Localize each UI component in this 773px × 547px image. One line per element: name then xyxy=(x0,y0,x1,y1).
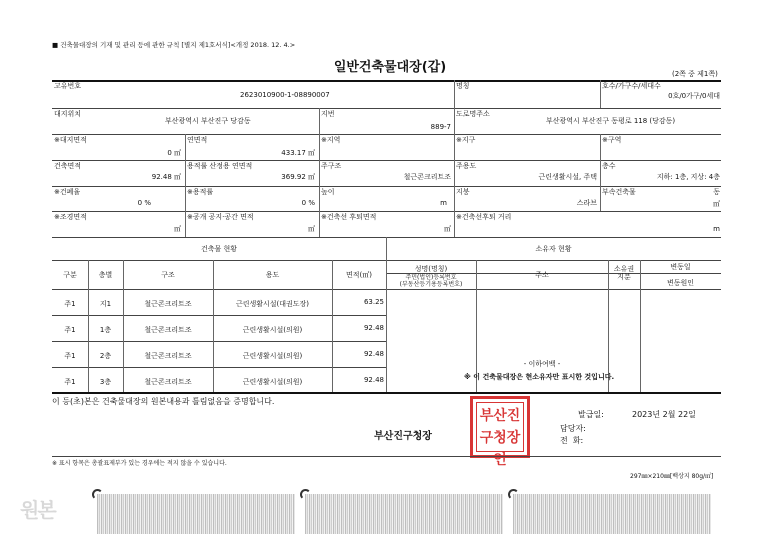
certify-text: 이 등(초)본은 건축물대장의 원본내용과 틀림없음을 증명합니다. xyxy=(52,397,275,406)
row-type: 주1 xyxy=(64,378,76,386)
height: m xyxy=(440,199,447,207)
site-location: 부산광역시 부산진구 당감동 xyxy=(165,117,251,125)
footnote: ※ 표시 항목은 총괄표제부가 있는 경우에는 적지 않을 수 있습니다. xyxy=(52,460,227,467)
lot-no: 889-7 xyxy=(430,123,451,131)
building-status-title: 건축물 현황 xyxy=(200,245,238,253)
owner-address-header: 주소 xyxy=(535,271,549,279)
row-type: 주1 xyxy=(64,300,76,308)
roof: 스라브 xyxy=(576,199,597,207)
main-use: 근린생활시설, 주택 xyxy=(538,173,597,181)
roof-label: 지붕 xyxy=(456,188,470,196)
units-label: 호수/가구수/세대수 xyxy=(602,82,661,90)
unique-no: 2623010900-1-08890007 xyxy=(240,91,330,99)
lot-no-label: 지번 xyxy=(321,110,335,118)
landscape-label: ※조경면적 xyxy=(54,213,87,221)
row-floor: 1층 xyxy=(99,326,112,334)
col-header-structure: 구조 xyxy=(161,271,175,279)
barcode-marker-icon xyxy=(300,489,311,500)
landscape: ㎡ xyxy=(174,225,181,233)
row-structure: 철근콘크리트조 xyxy=(144,378,192,386)
row-use: 근린생활시설(의원) xyxy=(242,326,303,334)
row-use: 근린생활시설(대권도장) xyxy=(235,300,310,308)
public-space: ㎡ xyxy=(308,225,315,233)
row-area: 92.48 xyxy=(363,376,384,384)
seal-text: 부산진구청장인 xyxy=(479,408,521,468)
height-label: 높이 xyxy=(321,188,335,196)
far: 0 % xyxy=(301,199,315,207)
officer-label: 담당자: xyxy=(560,424,586,433)
document-title: 일반건축물대장(갑) xyxy=(333,60,447,75)
paper-size: 297㎜×210㎜[백상지 80g/㎡] xyxy=(630,473,714,480)
main-structure-label: 주구조 xyxy=(321,162,342,170)
page-info: (2쪽 중 제1쪽) xyxy=(672,70,718,78)
site-area-label: ※대지면적 xyxy=(54,136,87,144)
owner-notice: ※ 이 건축물대장은 현소유자만 표시한 것입니다. xyxy=(464,373,615,381)
road-address-label: 도로명주소 xyxy=(456,110,490,118)
row-type: 주1 xyxy=(64,352,76,360)
main-use-label: 주용도 xyxy=(456,162,477,170)
main-structure: 철근콘크리트조 xyxy=(403,173,451,181)
issue-date: 2023년 2월 22일 xyxy=(632,410,696,419)
row-area: 92.48 xyxy=(363,324,384,332)
security-barcode xyxy=(305,494,503,534)
official-seal xyxy=(470,396,530,468)
col-header-use: 용도 xyxy=(265,271,280,279)
annex-label: 부속건축물 xyxy=(602,188,636,196)
owner-id-header: 주민(법인)등록번호 (부동산등기용등록번호) xyxy=(399,274,463,288)
far-label: ※용적률 xyxy=(187,188,214,196)
setback-dist-label: ※건축선후퇴 거리 xyxy=(456,213,512,221)
units-value: 0호/0가구/0세대 xyxy=(668,92,720,100)
site-location-label: 대지위치 xyxy=(54,110,82,118)
bcr: 0 % xyxy=(137,199,151,207)
row-area: 92.48 xyxy=(363,350,384,358)
row-use: 근린생활시설(의원) xyxy=(242,378,303,386)
change-date-header: 변동일 xyxy=(670,263,691,271)
col-header-area: 면적(㎡) xyxy=(346,271,372,279)
setback-area-label: ※건축선 후퇴면적 xyxy=(321,213,377,221)
row-floor: 3층 xyxy=(99,378,112,386)
row-structure: 철근콘크리트조 xyxy=(144,326,192,334)
security-barcode xyxy=(513,494,711,534)
row-structure: 철근콘크리트조 xyxy=(144,300,192,308)
owner-share-header: 소유권 지분 xyxy=(613,265,635,281)
blank-note: - 이하여백 - xyxy=(523,360,561,368)
bcr-label: ※건폐율 xyxy=(54,188,81,196)
row-use: 근린생활시설(의원) xyxy=(242,352,303,360)
row-floor: 지1 xyxy=(99,300,112,308)
far-floor-area: 369.92 ㎡ xyxy=(281,173,315,181)
owner-status-title: 소유자 현황 xyxy=(535,245,572,253)
floors-label: 층수 xyxy=(602,162,616,170)
annex-area: ㎡ xyxy=(713,200,720,208)
unique-no-label: 고유번호 xyxy=(54,82,82,90)
annex-unit: 동 xyxy=(713,188,720,196)
owner-name-header: 성명(명칭) xyxy=(414,265,448,273)
form-note: ■ 건축물대장의 기재 및 관리 등에 관한 규칙 [별지 제1호서식]<개정 2018. 12. 4.> xyxy=(52,41,296,49)
site-area: 0 ㎡ xyxy=(167,149,181,157)
total-floor-area-label: 연면적 xyxy=(187,136,208,144)
building-area: 92.48 ㎡ xyxy=(151,173,181,181)
row-type: 주1 xyxy=(64,326,76,334)
public-space-label: ※공개 공지·공간 면적 xyxy=(187,213,254,221)
row-floor: 2층 xyxy=(99,352,112,360)
floors: 지하: 1층, 지상: 4층 xyxy=(656,173,720,181)
row-area: 63.25 xyxy=(363,298,384,306)
total-floor-area: 433.17 ㎡ xyxy=(281,149,315,157)
far-floor-area-label: 용적률 산정용 연면적 xyxy=(187,162,253,170)
district-label: ※지구 xyxy=(456,136,476,144)
security-barcode xyxy=(97,494,295,534)
zone-label: ※지역 xyxy=(321,136,341,144)
barcode-marker-icon xyxy=(508,489,519,500)
col-header-type: 구분 xyxy=(63,271,77,279)
road-address: 부산광역시 부산진구 동평로 118 (당감동) xyxy=(546,117,676,125)
name-label: 명칭 xyxy=(456,82,470,90)
issue-date-label: 발급일: xyxy=(578,410,604,419)
setback-area: ㎡ xyxy=(444,225,451,233)
building-area-label: 건축면적 xyxy=(54,162,82,170)
setback-dist: m xyxy=(713,225,720,233)
col-header-floor: 층별 xyxy=(98,271,113,279)
watermark: 원본 xyxy=(20,498,55,522)
area-label: ※구역 xyxy=(602,136,622,144)
barcode-marker-icon xyxy=(92,489,103,500)
phone-label: 전 화: xyxy=(560,436,584,445)
issuer: 부산진구청장 xyxy=(374,431,432,442)
row-structure: 철근콘크리트조 xyxy=(144,352,192,360)
change-reason-header: 변동원인 xyxy=(666,279,695,287)
